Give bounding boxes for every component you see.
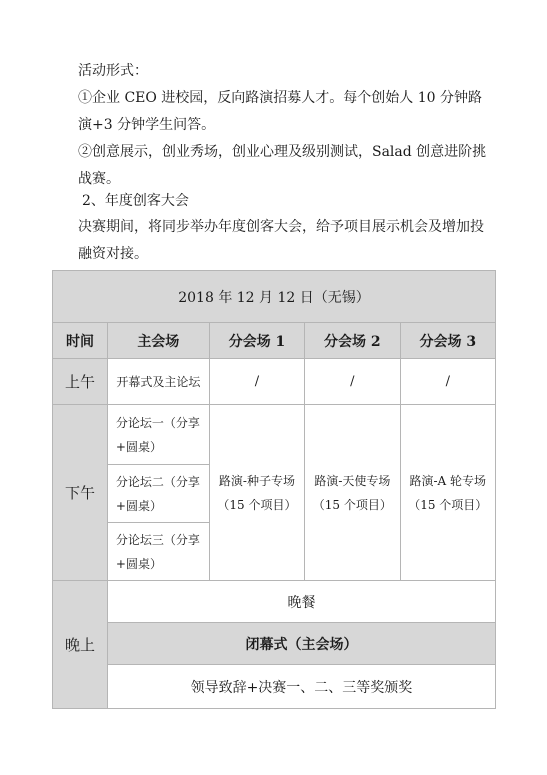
evening-row-2: [53, 623, 496, 665]
schedule-table: [52, 270, 496, 709]
afternoon-forum-1: 分论坛一（分享+圆桌）: [107, 405, 209, 465]
activity-format-label: 活动形式：: [78, 63, 148, 79]
afternoon-venue-1: 路演-种子专场（15 个项目）: [209, 405, 304, 581]
evening-closing: 闭幕式（主会场）: [107, 623, 495, 665]
morning-venue-3: /: [400, 359, 495, 405]
time-evening: 晚上: [53, 581, 108, 709]
afternoon-forum-2: 分论坛二（分享+圆桌）: [107, 465, 209, 523]
header-venue-3: 分会场 3: [400, 323, 495, 359]
morning-venue-1: /: [209, 359, 304, 405]
header-venue-2: 分会场 2: [305, 323, 400, 359]
activity-item-2: ②创意展示，创业秀场，创业心理及级别测试，Salad 创意进阶挑战赛。: [78, 144, 487, 187]
time-morning: 上午: [53, 359, 108, 405]
morning-venue-2: /: [305, 359, 400, 405]
header-venue-1: 分会场 1: [209, 323, 304, 359]
evening-dinner: 晚餐: [107, 581, 495, 623]
section-body: 决赛期间，将同步举办年度创客大会，给予项目展示机会及增加投融资对接。: [78, 219, 484, 262]
time-afternoon: 下午: [53, 405, 108, 581]
header-time: 时间: [53, 323, 108, 359]
date-cell: 2018 年 12 月 12 日（无锡）: [53, 271, 496, 323]
morning-row: [53, 359, 496, 405]
section-heading: 2、年度创客大会: [82, 193, 189, 209]
evening-row-1: [53, 581, 496, 623]
morning-main: 开幕式及主论坛: [107, 359, 209, 405]
afternoon-forum-3: 分论坛三（分享+圆桌）: [107, 523, 209, 581]
evening-row-3: [53, 665, 496, 709]
header-row: [53, 323, 496, 359]
date-row: [53, 271, 496, 323]
activity-item-1: ①企业 CEO 进校园，反向路演招募人才。每个创始人 10 分钟路演+3 分钟学生问答。: [78, 90, 483, 133]
afternoon-row-1: [53, 405, 496, 465]
header-main-venue: 主会场: [107, 323, 209, 359]
afternoon-venue-2: 路演-天使专场（15 个项目）: [305, 405, 400, 581]
afternoon-venue-3: 路演-A 轮专场（15 个项目）: [400, 405, 495, 581]
evening-award: 领导致辞+决赛一、二、三等奖颁奖: [107, 665, 495, 709]
